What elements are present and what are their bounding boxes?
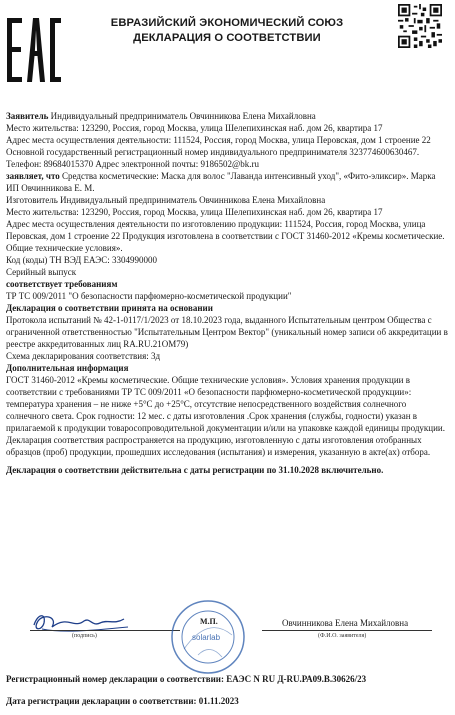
applicant-residence: Место жительства: 123290, Россия, город Москва, улица Шелепихинская наб. дом 26, квартира 17 bbox=[6, 123, 383, 133]
declares-line bbox=[6, 170, 450, 194]
qr-code-icon bbox=[398, 4, 442, 48]
hs-code-line: Код (коды) ТН ВЭД ЕАЭС: 3304990000 bbox=[6, 255, 157, 265]
complies-heading: соответствует требованиям bbox=[6, 279, 118, 289]
manufacturer-residence: Место жительства: 123290, Россия, город Москва, улица Шелепихинская наб. дом 26, квартира 17 bbox=[6, 207, 383, 217]
stamp-label: solarlab bbox=[192, 633, 221, 642]
product-description: Средства косметические: Маска для волос "Лаванда интенсивный уход", «Фито-эликсир». Марка ИП Овчинникова Е. М. bbox=[6, 171, 436, 193]
serial-release-line: Серийный выпуск bbox=[6, 267, 77, 277]
applicant-line bbox=[6, 110, 450, 122]
registration-number: Регистрационный номер декларации о соответствии: ЕАЭС N RU Д-RU.РА09.В.30626/23 bbox=[6, 674, 367, 684]
technical-regulation-line: ТР ТС 009/2011 "О безопасности парфюмерно-косметической продукции" bbox=[6, 291, 292, 301]
production-address: Адрес места осуществления деятельности по изготовлению продукции: 111524, Россия, город Москва, улица Перовская, дом 1 строение 22 Продукция изготовлена в соответствии с ГОСТ 31460-2012 «Кремы косметические. Общие технические условия». bbox=[6, 219, 445, 253]
validity-line: Декларация о соответствии действительна с даты регистрации по 31.10.2028 включительно. bbox=[6, 465, 384, 475]
applicant-value: Индивидуальный предприниматель Овчинникова Елена Михайловна bbox=[48, 111, 316, 121]
extra-info-heading: Дополнительная информация bbox=[6, 363, 129, 373]
signer-name-caption: (Ф.И.О. заявителя) bbox=[318, 633, 367, 639]
signature-caption: (подпись) bbox=[72, 633, 97, 639]
union-title: ЕВРАЗИЙСКИЙ ЭКОНОМИЧЕСКИЙ СОЮЗ bbox=[110, 17, 344, 29]
contacts-line: Телефон: 89684015370 Адрес электронной почты: 9186502@bk.ru bbox=[6, 159, 259, 169]
manufacturer-line: Изготовитель Индивидуальный предприниматель Овчинникова Елена Михайловна bbox=[6, 195, 326, 205]
applicant-label: Заявитель bbox=[6, 111, 49, 121]
scheme-line: Схема декларирования соответствия: 3д bbox=[6, 351, 161, 361]
eac-logo bbox=[6, 14, 62, 86]
signer-name-line bbox=[262, 630, 432, 631]
signature-area bbox=[0, 605, 455, 665]
declaration-body bbox=[6, 110, 450, 476]
ogrn-line: Основной государственный регистрационный номер индивидуального предпринимателя 323774600630467. bbox=[6, 147, 420, 157]
basis-heading: Декларация о соответствии принята на основании bbox=[6, 303, 213, 313]
registration-date: Дата регистрации декларации о соответствии: 01.11.2023 bbox=[6, 696, 239, 706]
document-title: ДЕКЛАРАЦИЯ О СООТВЕТСТВИИ bbox=[133, 32, 321, 44]
signer-name: Овчинникова Елена Михайловна bbox=[282, 618, 409, 628]
applicant-activity-address: Адрес места осуществления деятельности: 111524, Россия, город Москва, улица Перовская, дом 1 строение 22 bbox=[6, 135, 431, 145]
extra-info-text: ГОСТ 31460-2012 «Кремы косметические. Общие технические условия». Условия хранения продукции в соответствии с требованиями ТР ТС 009/2011 «О безопасности парфюмерно-косметической продукции»: температура хранения – не ниже +5°С до +25°С, отсутствие непосредственного воздействия солнечного солнечного света. Срок годности: 12 мес. с даты изготовления .Срок хранения (службы, годности) указан в прилагаемой к продукции товаросопроводительной документации и/или на упаковке каждой единицы продукции. Декларация соответствия распространяется на продукцию, изготовленную с даты изготовления отобранных образцов (проб) продукции, прошедших исследования (испытания) и измерения, указанную в акте(ах) отбора. bbox=[6, 375, 445, 457]
declares-label: заявляет, что bbox=[6, 171, 60, 181]
seal-place-label: М.П. bbox=[200, 617, 218, 626]
protocol-line: Протокола испытаний № 42-1-0117/1/2023 от 18.10.2023 года, выданного Испытательным центром Общества с ограниченной ответственностью "Испытательным Центром Вектор" (уникальный номер записи об аккредитации в реестре аккредитованных лиц RA.RU.21OM79) bbox=[6, 315, 448, 349]
signature-line bbox=[30, 630, 180, 631]
document-header bbox=[62, 16, 392, 46]
